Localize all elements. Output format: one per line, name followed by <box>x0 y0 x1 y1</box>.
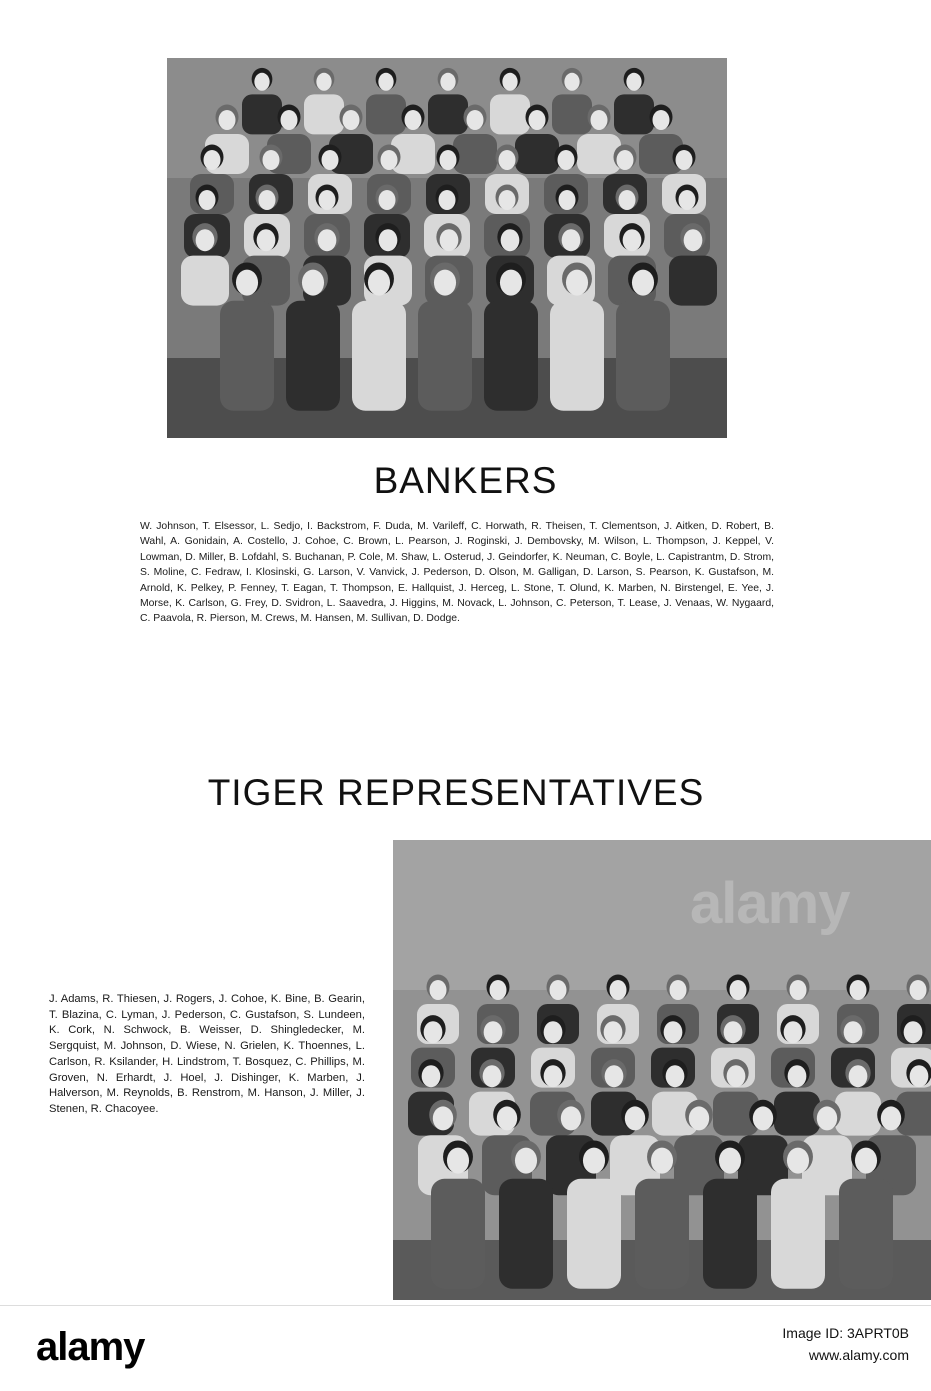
person-face <box>499 190 516 210</box>
person-face <box>787 1148 809 1174</box>
person-body <box>703 1179 757 1289</box>
person-face <box>433 1106 453 1130</box>
image-id-label: Image ID: 3APRT0B <box>782 1325 909 1341</box>
person-face <box>817 1106 837 1130</box>
person-face <box>610 980 627 1000</box>
person-face <box>379 190 396 210</box>
person-face <box>850 980 867 1000</box>
person-face <box>500 270 522 296</box>
watermark: alamy <box>690 871 850 936</box>
person-face <box>422 1065 441 1087</box>
person-face <box>515 1148 537 1174</box>
person-face <box>490 980 507 1000</box>
site-url-label: www.alamy.com <box>808 1347 909 1363</box>
person-face <box>664 1021 683 1043</box>
person-face <box>236 270 258 296</box>
person-face <box>254 73 269 91</box>
person-face <box>604 1021 623 1043</box>
person-face <box>467 110 484 130</box>
person-face <box>788 1065 807 1087</box>
person-face <box>676 150 693 170</box>
footer-logo: alamy <box>36 1325 145 1369</box>
person-body <box>614 94 654 134</box>
person-body <box>366 94 406 134</box>
person-face <box>196 229 215 251</box>
person-face <box>529 110 546 130</box>
person-face <box>910 980 927 1000</box>
person-body <box>499 1179 553 1289</box>
person-body <box>453 134 497 174</box>
person-face <box>719 1148 741 1174</box>
person-body <box>304 94 344 134</box>
person-face <box>730 980 747 1000</box>
person-face <box>625 1106 645 1130</box>
person-body <box>835 1092 881 1136</box>
person-face <box>322 150 339 170</box>
person-body <box>550 301 604 411</box>
bankers-names-caption: W. Johnson, T. Elsessor, L. Sedjo, I. Backstrom, F. Duda, M. Varileff, C. Horwath, R. Theisen, T. Clementson, J. Aitken, D. Robert, B. Wahl, A. Gonidain, A. Costello, J. Cohoe, C. Brown, L. Pearson, J. Roginski, J. Dembovsky, M. Wilson, L. Thompson, J. Keppel, V. Lowman, D. Miller, B. Lofdahl, S. Buchanan, P. Cole, M. Shaw, L. Osterud, J. Geindorfer, K. Neuman, C. Boyle, L. Capistrantm, D. Strom, S. Moline, C. Fedraw, I. Klosinski, G. Larson, V. Vanvick, J. Pederson, D. Olson, M. Galligan, D. Larson, S. Pearson, K. Gustafson, M. Arnold, K. Pelkey, P. Fenney, T. Eagan, T. Thompson, E. Hallquist, J. Herceg, L. Stone, T. Olund, K. Marben, N. Birstengel, E. Yee, J. Morse, K. Carlson, G. Frey, D. Svidron, L. Saavedra, J. Higgins, M. Novack, L. Johnson, C. Peterson, T. Lease, J. Venaas, W. Nygaard, C. Paavola, R. Pierson, M. Crews, M. Hansen, M. Sullivan, D. Dodge. <box>140 521 774 625</box>
person-face <box>561 1106 581 1130</box>
person-face <box>424 1021 443 1043</box>
person-body <box>431 1179 485 1289</box>
person-face <box>502 73 517 91</box>
person-body <box>515 134 559 174</box>
person-face <box>564 73 579 91</box>
person-face <box>904 1021 923 1043</box>
bankers-group-photo <box>167 58 727 438</box>
person-face <box>343 110 360 130</box>
person-face <box>724 1021 743 1043</box>
person-face <box>434 270 456 296</box>
person-face <box>318 229 337 251</box>
person-face <box>666 1065 685 1087</box>
person-body <box>181 256 229 306</box>
person-face <box>623 229 642 251</box>
person-face <box>484 1021 503 1043</box>
person-body <box>220 301 274 411</box>
person-face <box>440 73 455 91</box>
footer-reference <box>782 1322 909 1366</box>
person-body <box>418 301 472 411</box>
person-face <box>483 1065 502 1087</box>
person-body <box>839 1179 893 1289</box>
person-face <box>501 229 520 251</box>
person-face <box>679 190 696 210</box>
person-body <box>552 94 592 134</box>
person-face <box>855 1148 877 1174</box>
person-face <box>559 190 576 210</box>
person-face <box>259 190 276 210</box>
person-face <box>378 73 393 91</box>
person-body <box>616 301 670 411</box>
person-face <box>381 150 398 170</box>
person-face <box>784 1021 803 1043</box>
person-face <box>263 150 280 170</box>
person-body <box>771 1179 825 1289</box>
person-face <box>257 229 276 251</box>
person-face <box>653 110 670 130</box>
person-body <box>635 1179 689 1289</box>
person-face <box>632 270 654 296</box>
person-face <box>544 1065 563 1087</box>
person-face <box>368 270 390 296</box>
person-face <box>204 150 221 170</box>
tiger-representatives-group-photo <box>393 840 931 1300</box>
person-face <box>497 1106 517 1130</box>
bankers-heading: BANKERS <box>373 460 558 501</box>
person-body <box>242 94 282 134</box>
person-face <box>684 229 703 251</box>
person-face <box>651 1148 673 1174</box>
person-body <box>484 301 538 411</box>
tiger-representatives-heading: TIGER REPRESENTATIVES <box>207 772 705 813</box>
person-body <box>286 301 340 411</box>
person-face <box>790 980 807 1000</box>
person-face <box>605 1065 624 1087</box>
person-face <box>753 1106 773 1130</box>
person-body <box>428 94 468 134</box>
person-face <box>302 270 324 296</box>
person-face <box>405 110 422 130</box>
person-face <box>670 980 687 1000</box>
person-face <box>440 229 459 251</box>
person-body <box>669 256 717 306</box>
person-face <box>430 980 447 1000</box>
person-face <box>447 1148 469 1174</box>
person-body <box>774 1092 820 1136</box>
person-face <box>281 110 298 130</box>
person-face <box>849 1065 868 1087</box>
person-face <box>619 190 636 210</box>
person-face <box>844 1021 863 1043</box>
person-body <box>490 94 530 134</box>
person-face <box>219 110 236 130</box>
person-face <box>319 190 336 210</box>
person-face <box>499 150 516 170</box>
person-face <box>562 229 581 251</box>
person-face <box>566 270 588 296</box>
person-body <box>567 1179 621 1289</box>
person-face <box>727 1065 746 1087</box>
person-face <box>558 150 575 170</box>
person-face <box>550 980 567 1000</box>
person-face <box>689 1106 709 1130</box>
person-face <box>591 110 608 130</box>
tiger-names-caption: J. Adams, R. Thiesen, J. Rogers, J. Cohoe, K. Bine, B. Gearin, T. Blazina, C. Lyman, J. Pederson, C. Gustafson, S. Lundeen, K. Cork, N. Schwock, B. Weisser, D. Shingledecker, M. Sergquist, M. Johnson, D. Wiese, N. Grielen, K. Thoennes, L. Carlson, R. Ksilander, H. Lindstrom, T. Bosquez, C. Phillips, M. Groven, N. Erhardt, J. Hoel, J. Dishinger, K. Marben, J. Halverson, M. Reynolds, B. Renstrom, M. Hanson, J. Miller, J. Stenen, R. Chacoyee. <box>49 993 365 1115</box>
person-face <box>881 1106 901 1130</box>
person-face <box>583 1148 605 1174</box>
person-body <box>352 301 406 411</box>
person-face <box>316 73 331 91</box>
person-face <box>626 73 641 91</box>
person-face <box>379 229 398 251</box>
person-face <box>199 190 216 210</box>
person-face <box>910 1065 929 1087</box>
person-face <box>544 1021 563 1043</box>
person-face <box>440 150 457 170</box>
person-face <box>617 150 634 170</box>
person-face <box>439 190 456 210</box>
